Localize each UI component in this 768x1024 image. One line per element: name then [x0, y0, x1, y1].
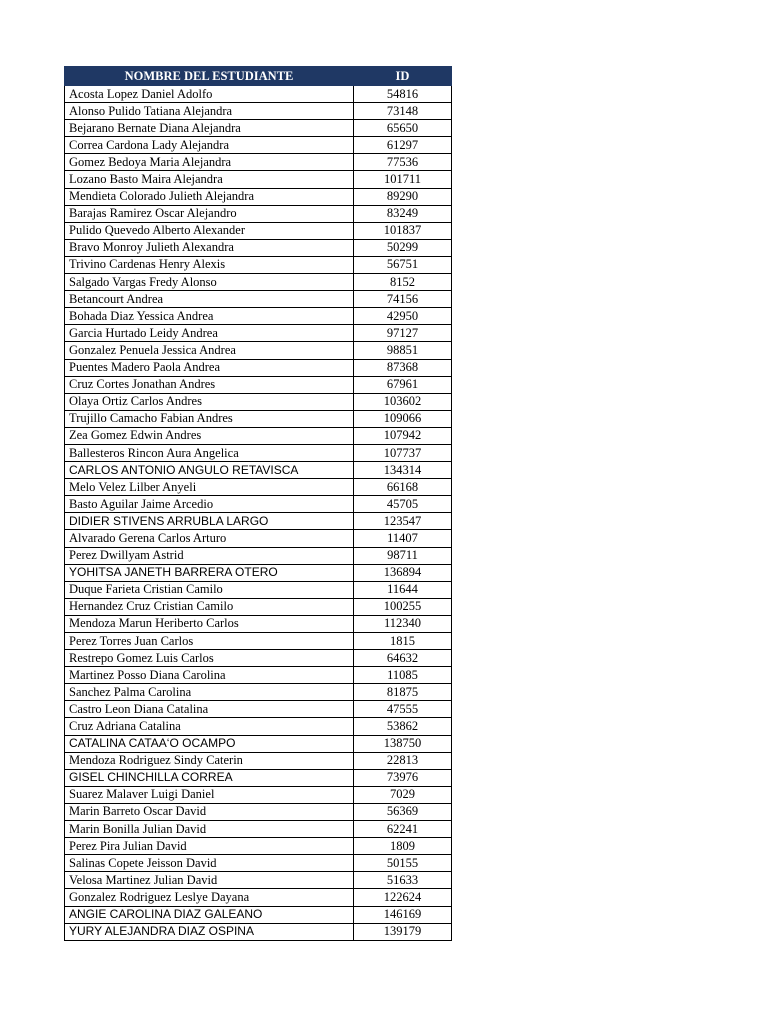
student-id-cell: 66168	[354, 479, 452, 496]
student-id-cell: 98711	[354, 547, 452, 564]
table-row	[65, 427, 452, 444]
student-id-cell: 22813	[354, 752, 452, 769]
student-id-cell: 122624	[354, 889, 452, 906]
table-row	[65, 513, 452, 530]
table-row	[65, 633, 452, 650]
student-name-cell: Suarez Malaver Luigi Daniel	[65, 786, 354, 803]
student-name-cell: Acosta Lopez Daniel Adolfo	[65, 86, 354, 103]
table-row	[65, 359, 452, 376]
student-id-cell: 56369	[354, 803, 452, 820]
student-id-cell: 97127	[354, 325, 452, 342]
student-id-cell: 8152	[354, 274, 452, 291]
student-name-cell: Barajas Ramirez Oscar Alejandro	[65, 205, 354, 222]
table-row	[65, 889, 452, 906]
table-row	[65, 274, 452, 291]
table-row	[65, 650, 452, 667]
student-id-cell: 74156	[354, 291, 452, 308]
table-row	[65, 120, 452, 137]
student-id-cell: 134314	[354, 462, 452, 479]
table-row	[65, 735, 452, 752]
student-name-cell: Velosa Martinez Julian David	[65, 872, 354, 889]
table-row	[65, 821, 452, 838]
student-name-cell: Restrepo Gomez Luis Carlos	[65, 650, 354, 667]
student-name-cell: ANGIE CAROLINA DIAZ GALEANO	[65, 906, 354, 923]
student-name-cell: Salinas Copete Jeisson David	[65, 855, 354, 872]
table-row	[65, 906, 452, 923]
student-id-cell: 81875	[354, 684, 452, 701]
student-name-cell: Cruz Adriana Catalina	[65, 718, 354, 735]
student-id-cell: 112340	[354, 615, 452, 632]
table-row	[65, 667, 452, 684]
table-row	[65, 701, 452, 718]
student-name-cell: GISEL CHINCHILLA CORREA	[65, 769, 354, 786]
table-row	[65, 410, 452, 427]
student-id-cell: 101711	[354, 171, 452, 188]
table-body	[65, 86, 452, 941]
table-row	[65, 615, 452, 632]
student-id-cell: 138750	[354, 735, 452, 752]
student-name-cell: Perez Pira Julian David	[65, 838, 354, 855]
student-id-cell: 123547	[354, 513, 452, 530]
student-name-cell: Martinez Posso Diana Carolina	[65, 667, 354, 684]
table-row	[65, 496, 452, 513]
student-id-cell: 47555	[354, 701, 452, 718]
student-name-cell: Bohada Diaz Yessica Andrea	[65, 308, 354, 325]
student-name-cell: Alvarado Gerena Carlos Arturo	[65, 530, 354, 547]
student-id-cell: 73148	[354, 103, 452, 120]
student-name-cell: Alonso Pulido Tatiana Alejandra	[65, 103, 354, 120]
table-row	[65, 803, 452, 820]
student-name-cell: Bejarano Bernate Diana Alejandra	[65, 120, 354, 137]
table-row	[65, 718, 452, 735]
student-name-cell: Marin Barreto Oscar David	[65, 803, 354, 820]
student-id-cell: 77536	[354, 154, 452, 171]
student-name-cell: Betancourt Andrea	[65, 291, 354, 308]
student-name-cell: CATALINA CATAA‘O OCAMPO	[65, 735, 354, 752]
student-id-cell: 73976	[354, 769, 452, 786]
student-id-cell: 11644	[354, 581, 452, 598]
student-id-cell: 45705	[354, 496, 452, 513]
student-name-cell: Basto Aguilar Jaime Arcedio	[65, 496, 354, 513]
table-row	[65, 256, 452, 273]
student-id-cell: 51633	[354, 872, 452, 889]
student-name-cell: Salgado Vargas Fredy Alonso	[65, 274, 354, 291]
student-id-cell: 11407	[354, 530, 452, 547]
student-name-cell: Castro Leon Diana Catalina	[65, 701, 354, 718]
student-name-cell: CARLOS ANTONIO ANGULO RETAVISCA	[65, 462, 354, 479]
student-table	[64, 66, 452, 941]
student-name-cell: Sanchez Palma Carolina	[65, 684, 354, 701]
student-id-cell: 62241	[354, 821, 452, 838]
student-id-cell: 50299	[354, 239, 452, 256]
student-id-cell: 100255	[354, 598, 452, 615]
student-id-cell: 83249	[354, 205, 452, 222]
student-id-cell: 139179	[354, 923, 452, 940]
table-row	[65, 684, 452, 701]
column-header-id: ID	[354, 67, 452, 86]
table-row	[65, 444, 452, 461]
student-name-cell: Gonzalez Rodriguez Leslye Dayana	[65, 889, 354, 906]
student-name-cell: Gomez Bedoya Maria Alejandra	[65, 154, 354, 171]
student-name-cell: Mendoza Rodriguez Sindy Caterin	[65, 752, 354, 769]
student-name-cell: Hernandez Cruz Cristian Camilo	[65, 598, 354, 615]
table-row	[65, 752, 452, 769]
student-name-cell: Perez Torres Juan Carlos	[65, 633, 354, 650]
column-header-name: NOMBRE DEL ESTUDIANTE	[65, 67, 354, 86]
student-id-cell: 146169	[354, 906, 452, 923]
table-row	[65, 855, 452, 872]
student-name-cell: Melo Velez Lilber Anyeli	[65, 479, 354, 496]
student-id-cell: 136894	[354, 564, 452, 581]
student-name-cell: Olaya Ortiz Carlos Andres	[65, 393, 354, 410]
table-row	[65, 308, 452, 325]
student-name-cell: Trujillo Camacho Fabian Andres	[65, 410, 354, 427]
student-id-cell: 87368	[354, 359, 452, 376]
student-id-cell: 98851	[354, 342, 452, 359]
student-id-cell: 1809	[354, 838, 452, 855]
student-name-cell: YURY ALEJANDRA DIAZ OSPINA	[65, 923, 354, 940]
student-name-cell: Ballesteros Rincon Aura Angelica	[65, 444, 354, 461]
student-id-cell: 107942	[354, 427, 452, 444]
student-id-cell: 56751	[354, 256, 452, 273]
student-id-cell: 64632	[354, 650, 452, 667]
table-row	[65, 769, 452, 786]
student-name-cell: Duque Farieta Cristian Camilo	[65, 581, 354, 598]
table-row	[65, 342, 452, 359]
table-row	[65, 564, 452, 581]
student-name-cell: YOHITSA JANETH BARRERA OTERO	[65, 564, 354, 581]
student-id-cell: 65650	[354, 120, 452, 137]
table-row	[65, 838, 452, 855]
table-row	[65, 598, 452, 615]
student-id-cell: 42950	[354, 308, 452, 325]
table-row	[65, 222, 452, 239]
student-id-cell: 50155	[354, 855, 452, 872]
table-header-row	[65, 67, 452, 86]
student-id-cell: 54816	[354, 86, 452, 103]
student-id-cell: 1815	[354, 633, 452, 650]
table-row	[65, 786, 452, 803]
student-name-cell: Pulido Quevedo Alberto Alexander	[65, 222, 354, 239]
table-row	[65, 171, 452, 188]
student-name-cell: Mendoza Marun Heriberto Carlos	[65, 615, 354, 632]
student-id-cell: 61297	[354, 137, 452, 154]
table-row	[65, 137, 452, 154]
student-name-cell: Cruz Cortes Jonathan Andres	[65, 376, 354, 393]
student-name-cell: Zea Gomez Edwin Andres	[65, 427, 354, 444]
table-row	[65, 325, 452, 342]
table-row	[65, 205, 452, 222]
table-row	[65, 872, 452, 889]
student-name-cell: Mendieta Colorado Julieth Alejandra	[65, 188, 354, 205]
student-name-cell: Marin Bonilla Julian David	[65, 821, 354, 838]
table-row	[65, 239, 452, 256]
table-row	[65, 923, 452, 940]
table-row	[65, 103, 452, 120]
table-row	[65, 376, 452, 393]
student-id-cell: 101837	[354, 222, 452, 239]
table-row	[65, 462, 452, 479]
table-row	[65, 581, 452, 598]
table-row	[65, 291, 452, 308]
student-name-cell: Garcia Hurtado Leidy Andrea	[65, 325, 354, 342]
table-row	[65, 393, 452, 410]
student-id-cell: 7029	[354, 786, 452, 803]
student-id-cell: 11085	[354, 667, 452, 684]
table-row	[65, 188, 452, 205]
student-name-cell: Trivino Cardenas Henry Alexis	[65, 256, 354, 273]
student-name-cell: Perez Dwillyam Astrid	[65, 547, 354, 564]
table-row	[65, 86, 452, 103]
student-id-cell: 103602	[354, 393, 452, 410]
student-id-cell: 107737	[354, 444, 452, 461]
table-row	[65, 547, 452, 564]
student-name-cell: Lozano Basto Maira Alejandra	[65, 171, 354, 188]
student-name-cell: Correa Cardona Lady Alejandra	[65, 137, 354, 154]
table-row	[65, 154, 452, 171]
student-name-cell: DIDIER STIVENS ARRUBLA LARGO	[65, 513, 354, 530]
student-name-cell: Bravo Monroy Julieth Alexandra	[65, 239, 354, 256]
student-id-cell: 53862	[354, 718, 452, 735]
student-name-cell: Puentes Madero Paola Andrea	[65, 359, 354, 376]
student-id-cell: 67961	[354, 376, 452, 393]
student-id-cell: 109066	[354, 410, 452, 427]
student-name-cell: Gonzalez Penuela Jessica Andrea	[65, 342, 354, 359]
table-row	[65, 479, 452, 496]
table-row	[65, 530, 452, 547]
student-id-cell: 89290	[354, 188, 452, 205]
